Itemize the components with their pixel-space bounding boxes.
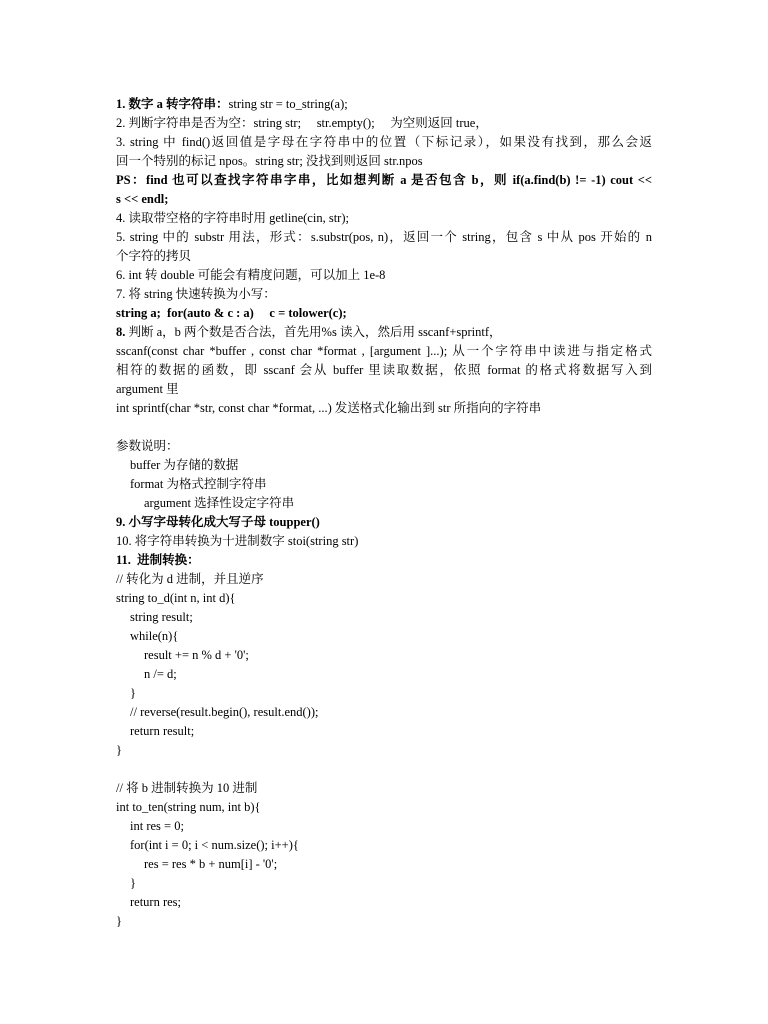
item-3-line-1: 3. string 中 find()返回值是字母在字符串中的位置（下标记录），如果没有找到，那么会返 xyxy=(116,135,652,149)
item-7-code: string a; for(auto & c : a) c = tolower(c); xyxy=(116,306,347,320)
code-line: res = res * b + num[i] - '0'; xyxy=(144,857,278,871)
item-10: 10. 将字符串转换为十进制数字 stoi(string str) xyxy=(116,534,359,548)
item-9: 9. 小写字母转化成大写子母 toupper() xyxy=(116,515,320,529)
spacer xyxy=(116,418,652,437)
item-1-text: string str = to_string(a); xyxy=(228,97,348,111)
item-7: 7. 将 string 快速转换为小写： xyxy=(116,287,276,301)
code-line: int to_ten(string num, int b){ xyxy=(116,800,261,814)
ps-note-line-2: s << endl; xyxy=(116,192,169,206)
code-line: return result; xyxy=(130,724,195,738)
item-8-text: 判断 a，b 两个数是否合法，首先用%s 读入，然后用 sscanf+sprintf， xyxy=(125,325,502,339)
item-4: 4. 读取带空格的字符串时用 getline(cin, str); xyxy=(116,211,349,225)
code-line: for(int i = 0; i < num.size(); i++){ xyxy=(130,838,299,852)
item-8-detail: 相符的数据的函数，即 sscanf 会从 buffer 里读取数据，依照 format 的格式将数据写入到 xyxy=(116,363,652,377)
code-line: } xyxy=(130,686,136,700)
code-line: while(n){ xyxy=(130,629,179,643)
item-6: 6. int 转 double 可能会有精度问题，可以加上 1e-8 xyxy=(116,268,386,282)
ps-note-line-1: PS：find 也可以查找字符串字串，比如想判断 a 是否包含 b，则 if(a.find(b) != -1) cout << xyxy=(116,173,652,187)
item-8-detail: int sprintf(char *str, const char *format, ...) 发送格式化输出到 str 所指向的字符串 xyxy=(116,401,542,415)
param-item: buffer 为存储的数据 xyxy=(130,458,239,472)
item-2: 2. 判断字符串是否为空：string str; str.empty(); 为空则返回 true， xyxy=(116,116,488,130)
code-line: } xyxy=(116,914,122,928)
item-8-label: 8. xyxy=(116,325,126,339)
params-heading: 参数说明： xyxy=(116,439,179,453)
item-8-detail: argument 里 xyxy=(116,382,179,396)
code-line: string result; xyxy=(130,610,193,624)
code-line: result += n % d + '0'; xyxy=(144,648,249,662)
code-line: } xyxy=(130,876,136,890)
notes-content xyxy=(116,95,652,931)
item-8-detail: sscanf(const char *buffer , const char *format , [argument ]...); 从一个字符串中读进与指定格式 xyxy=(116,344,652,358)
item-5-line-1: 5. string 中的 substr 用法，形式：s.substr(pos, n)，返回一个 string，包含 s 中从 pos 开始的 n xyxy=(116,230,652,244)
code-line: // reverse(result.begin(), result.end()); xyxy=(130,705,319,719)
item-11: 11. 进制转换： xyxy=(116,553,200,567)
item-5-line-2: 个字符的拷贝 xyxy=(116,249,192,263)
item-1-label: 1. 数字 a 转字符串： xyxy=(116,97,229,111)
item-8 xyxy=(116,323,652,342)
code-line: } xyxy=(116,743,122,757)
item-1 xyxy=(116,95,652,114)
code-line: n /= d; xyxy=(144,667,177,681)
code-line: int res = 0; xyxy=(130,819,184,833)
param-item: format 为格式控制字符串 xyxy=(130,477,267,491)
code-line: string to_d(int n, int d){ xyxy=(116,591,236,605)
code-line: return res; xyxy=(130,895,182,909)
param-item: argument 选择性设定字符串 xyxy=(144,496,295,510)
spacer xyxy=(116,760,652,779)
code-line: // 将 b 进制转换为 10 进制 xyxy=(116,781,258,795)
code-line: // 转化为 d 进制，并且逆序 xyxy=(116,572,264,586)
item-3-line-2: 回一个特别的标记 npos。string str; 没找到则返回 str.npos xyxy=(116,154,423,168)
